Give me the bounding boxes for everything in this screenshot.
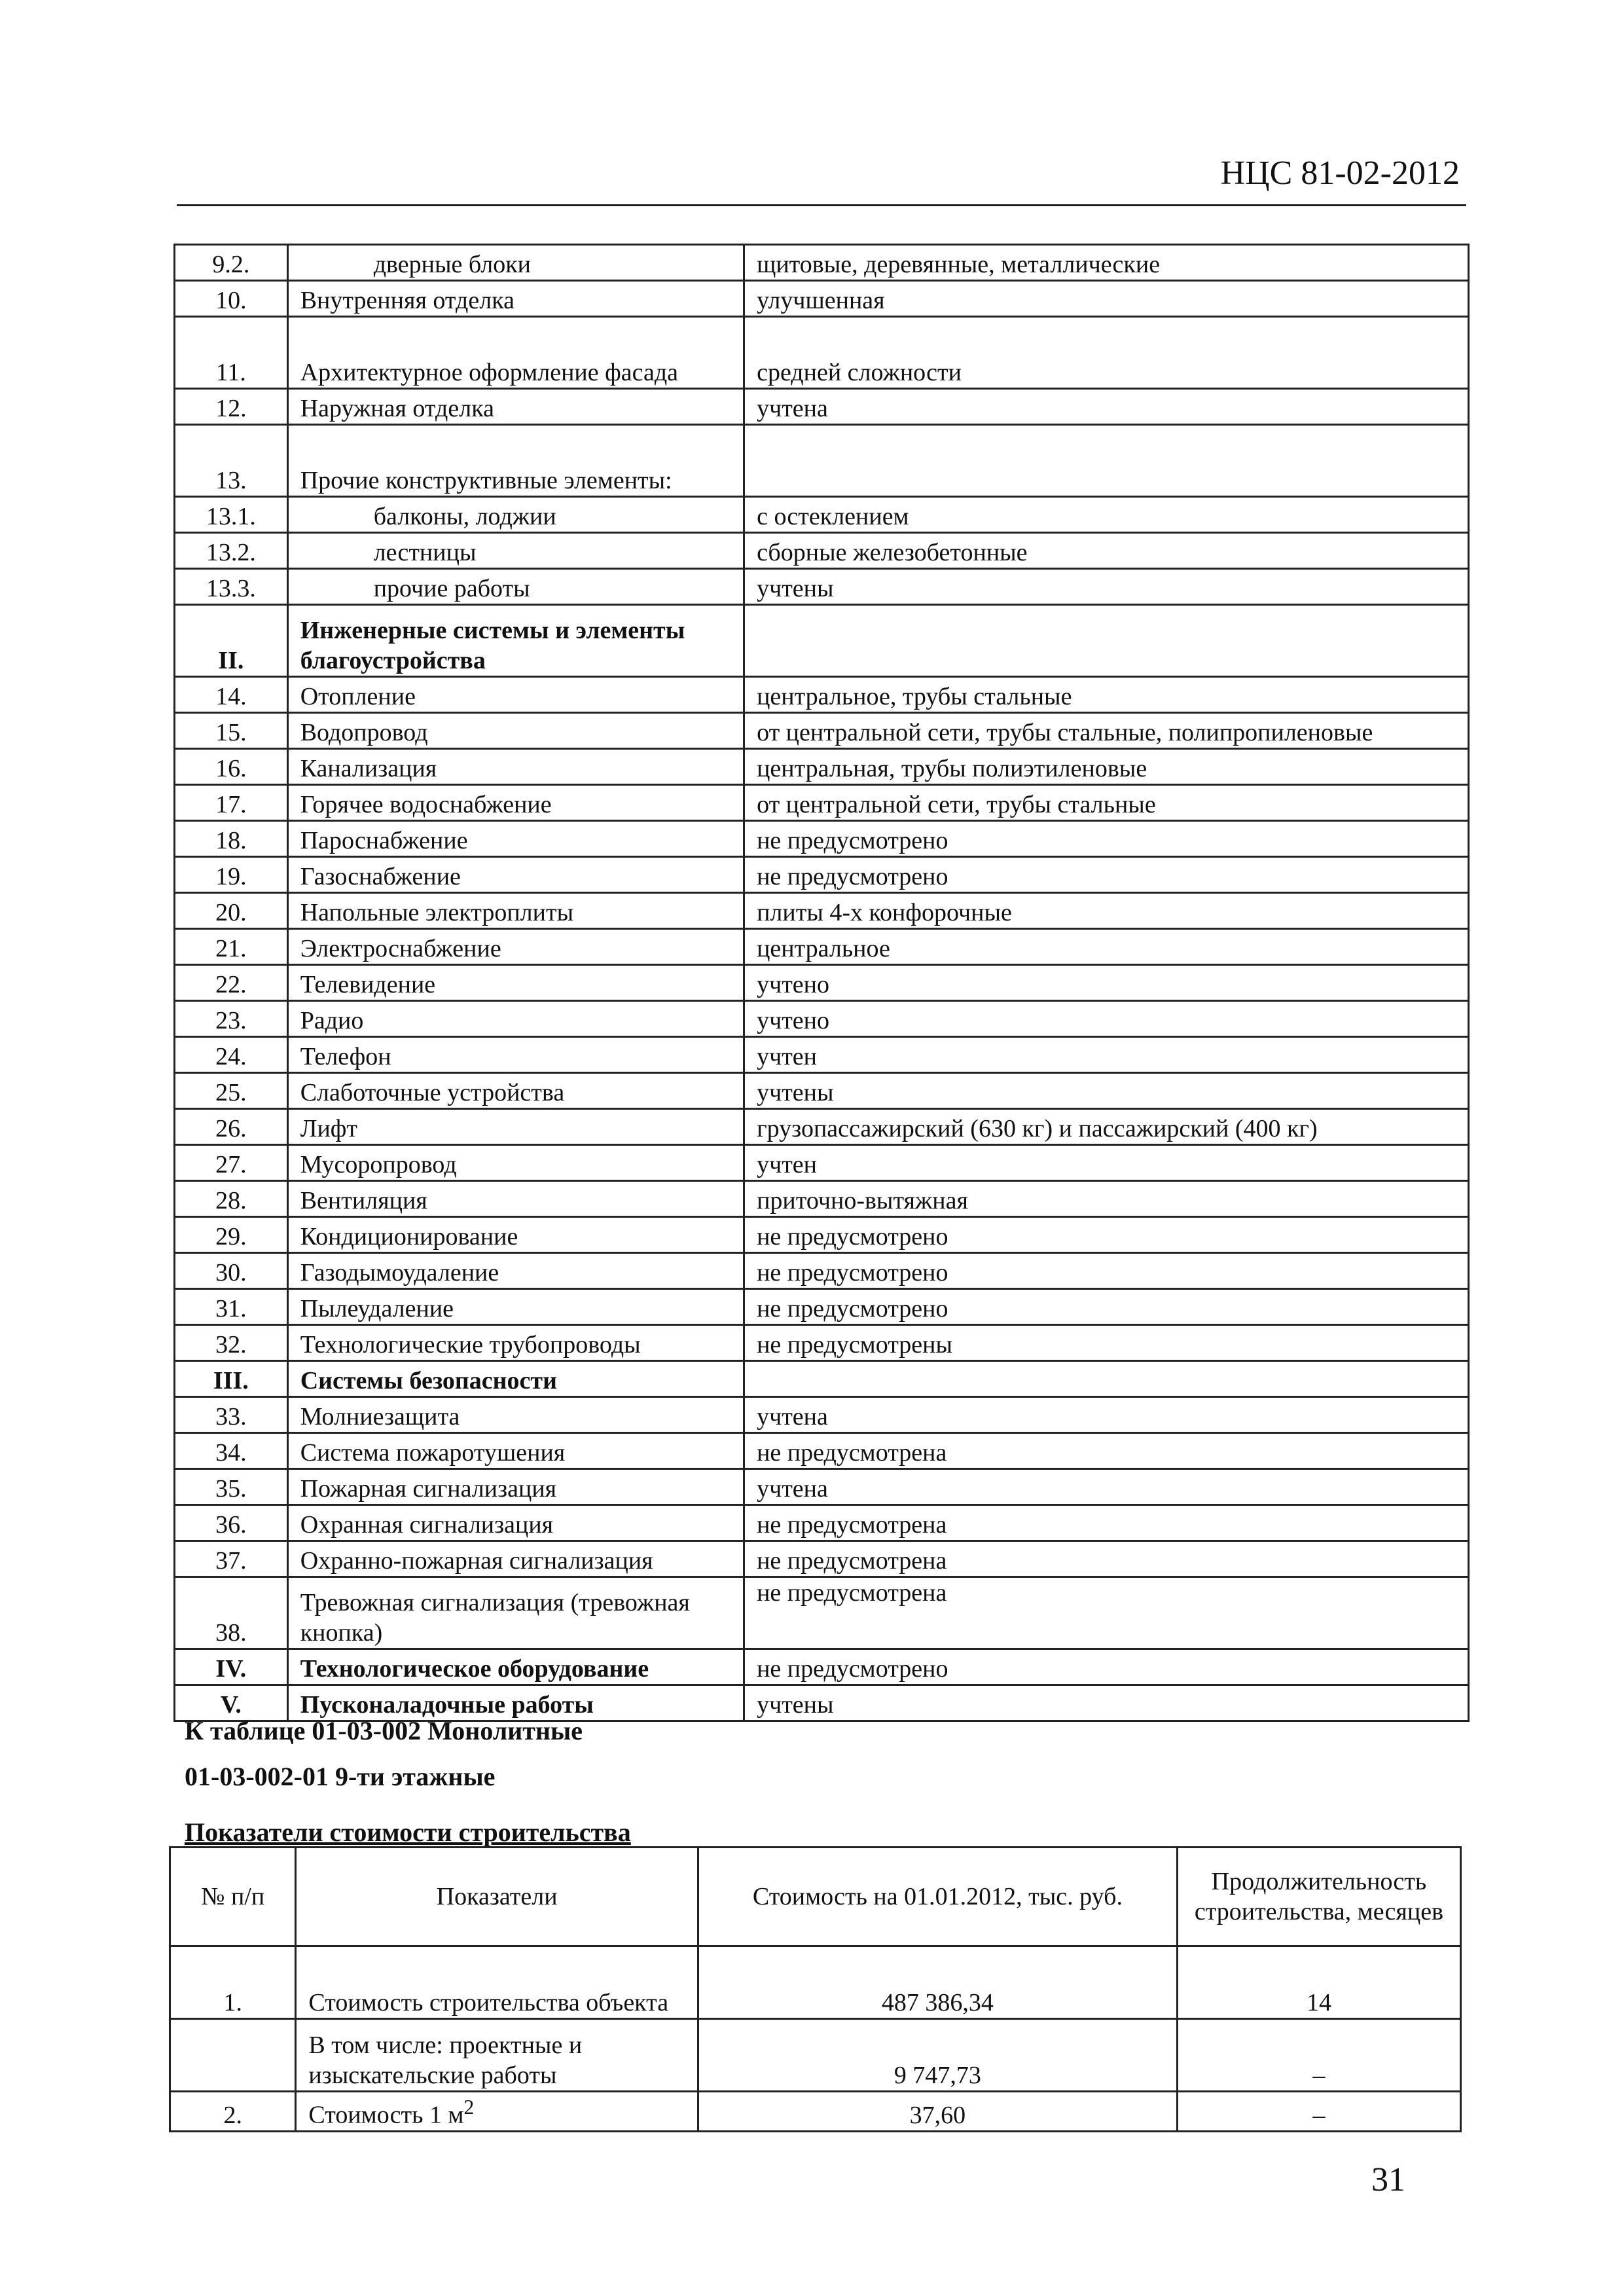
row-characteristic: учтена: [744, 1469, 1469, 1505]
row-characteristic: не предусмотрена: [744, 1577, 1469, 1649]
page-number: 31: [1371, 2161, 1405, 2198]
table-row: [175, 1253, 1469, 1289]
table-row: [175, 1001, 1469, 1037]
table-row: [175, 1469, 1469, 1505]
row-indicator-text: Стоимость 1 м: [308, 2102, 464, 2129]
characteristics-table: [173, 244, 1470, 1722]
table-row: [175, 605, 1469, 677]
row-indicator: В том числе: проектные и изыскательские работы: [296, 2019, 698, 2092]
row-element: Технологические трубопроводы: [287, 1325, 744, 1361]
table-row: [175, 785, 1469, 821]
cost-table-row: [170, 1946, 1461, 2019]
row-number: 32.: [175, 1325, 288, 1361]
table-row: [175, 929, 1469, 965]
row-element: Прочие конструктивные элементы:: [287, 425, 744, 497]
row-number: 17.: [175, 785, 288, 821]
row-number: V.: [175, 1685, 288, 1721]
table-row: [175, 497, 1469, 533]
row-number: 23.: [175, 1001, 288, 1037]
document-code: НЦС 81-02-2012: [1220, 155, 1460, 192]
row-characteristic: учтены: [744, 1685, 1469, 1721]
row-characteristic: приточно-вытяжная: [744, 1181, 1469, 1217]
row-characteristic: учтен: [744, 1037, 1469, 1073]
table-row: [175, 245, 1469, 281]
row-characteristic: [744, 425, 1469, 497]
table-row: [175, 1541, 1469, 1577]
row-number: 13.2.: [175, 533, 288, 569]
row-element: Инженерные системы и элементы благоустройства: [287, 605, 744, 677]
row-number: 10.: [175, 281, 288, 317]
row-number: 13.3.: [175, 569, 288, 605]
table-row: [175, 713, 1469, 749]
table-row: [175, 677, 1469, 713]
row-number: 27.: [175, 1145, 288, 1181]
cost-table-row: [170, 2019, 1461, 2092]
row-element: Внутренняя отделка: [287, 281, 744, 317]
row-number: 25.: [175, 1073, 288, 1109]
header-cost: Стоимость на 01.01.2012, тыс. руб.: [698, 1848, 1177, 1946]
row-characteristic: не предусмотрена: [744, 1505, 1469, 1541]
row-element: Охранно-пожарная сигнализация: [287, 1541, 744, 1577]
row-element: Напольные электроплиты: [287, 893, 744, 929]
row-characteristic: не предусмотрено: [744, 1217, 1469, 1253]
table-row: [175, 1289, 1469, 1325]
table-row: [175, 1217, 1469, 1253]
table-row: [175, 1433, 1469, 1469]
header-duration: Продолжительность строительства, месяцев: [1177, 1848, 1460, 1946]
row-number: 11.: [175, 317, 288, 389]
cost-table-header-row: [170, 1848, 1461, 1946]
row-number: 9.2.: [175, 245, 288, 281]
row-characteristic: не предусмотрена: [744, 1541, 1469, 1577]
row-element: Наружная отделка: [287, 389, 744, 425]
table-row: [175, 893, 1469, 929]
table-row: [175, 1037, 1469, 1073]
row-element: Архитектурное оформление фасада: [287, 317, 744, 389]
table-row: [175, 749, 1469, 785]
row-characteristic: не предусмотрено: [744, 1649, 1469, 1685]
row-characteristic: средней сложности: [744, 317, 1469, 389]
cost-table-row: [170, 2092, 1461, 2132]
row-duration: 14: [1177, 1946, 1460, 2019]
row-element: Тревожная сигнализация (тревожная кнопка): [287, 1577, 744, 1649]
row-number: III.: [175, 1361, 288, 1397]
row-number: 1.: [170, 1946, 296, 2019]
row-characteristic: сборные железобетонные: [744, 533, 1469, 569]
table-row: [175, 1181, 1469, 1217]
row-element: Электроснабжение: [287, 929, 744, 965]
row-characteristic: учтено: [744, 965, 1469, 1001]
row-number: 14.: [175, 677, 288, 713]
row-element: Пароснабжение: [287, 821, 744, 857]
row-characteristic: не предусмотрено: [744, 821, 1469, 857]
row-characteristic: грузопассажирский (630 кг) и пассажирский (400 кг): [744, 1109, 1469, 1145]
table-row: [175, 1109, 1469, 1145]
row-number: 24.: [175, 1037, 288, 1073]
row-characteristic: [744, 1361, 1469, 1397]
row-element: Отопление: [287, 677, 744, 713]
row-number: 34.: [175, 1433, 288, 1469]
row-indicator: Стоимость строительства объекта: [296, 1946, 698, 2019]
row-number: IV.: [175, 1649, 288, 1685]
row-characteristic: учтены: [744, 1073, 1469, 1109]
row-number: 22.: [175, 965, 288, 1001]
row-characteristic: улучшенная: [744, 281, 1469, 317]
row-number: 12.: [175, 389, 288, 425]
row-element: Горячее водоснабжение: [287, 785, 744, 821]
row-element: Канализация: [287, 749, 744, 785]
row-characteristic: учтена: [744, 1397, 1469, 1433]
row-number: 28.: [175, 1181, 288, 1217]
row-number: 20.: [175, 893, 288, 929]
row-characteristic: плиты 4-х конфорочные: [744, 893, 1469, 929]
row-characteristic: с остеклением: [744, 497, 1469, 533]
cost-indicators-table: [169, 1846, 1462, 2132]
row-number: 36.: [175, 1505, 288, 1541]
row-characteristic: не предусмотрено: [744, 1289, 1469, 1325]
row-number: 2.: [170, 2092, 296, 2132]
row-element: Система пожаротушения: [287, 1433, 744, 1469]
row-characteristic: центральное, трубы стальные: [744, 677, 1469, 713]
row-element: Кондиционирование: [287, 1217, 744, 1253]
row-element: лестницы: [287, 533, 744, 569]
row-element: Телевидение: [287, 965, 744, 1001]
row-characteristic: учтен: [744, 1145, 1469, 1181]
row-number: [170, 2019, 296, 2092]
row-characteristic: учтено: [744, 1001, 1469, 1037]
table-row: [175, 821, 1469, 857]
table-row: [175, 317, 1469, 389]
indicators-title: Показатели стоимости строительства: [185, 1817, 631, 1847]
row-cost: 487 386,34: [698, 1946, 1177, 2019]
row-characteristic: щитовые, деревянные, металлические: [744, 245, 1469, 281]
header-number: № п/п: [170, 1848, 296, 1946]
row-characteristic: центральное: [744, 929, 1469, 965]
row-characteristic: учтены: [744, 569, 1469, 605]
header-rule: [177, 204, 1466, 206]
row-number: II.: [175, 605, 288, 677]
table-row: [175, 1361, 1469, 1397]
table-row: [175, 1397, 1469, 1433]
row-element: Вентиляция: [287, 1181, 744, 1217]
row-element: Пусконаладочные работы: [287, 1685, 744, 1721]
row-number: 21.: [175, 929, 288, 965]
table-row: [175, 1145, 1469, 1181]
row-cost: 37,60: [698, 2092, 1177, 2132]
row-number: 33.: [175, 1397, 288, 1433]
row-element: Пожарная сигнализация: [287, 1469, 744, 1505]
row-characteristic: центральная, трубы полиэтиленовые: [744, 749, 1469, 785]
row-characteristic: не предусмотрено: [744, 857, 1469, 893]
subtable-title: 01-03-002-01 9-ти этажные: [185, 1762, 496, 1791]
row-cost: 9 747,73: [698, 2019, 1177, 2092]
row-duration: –: [1177, 2092, 1460, 2132]
superscript-2: 2: [463, 2096, 475, 2119]
row-element: Молниезащита: [287, 1397, 744, 1433]
row-element: Газодымоудаление: [287, 1253, 744, 1289]
row-number: 35.: [175, 1469, 288, 1505]
table-row: [175, 533, 1469, 569]
row-element: дверные блоки: [287, 245, 744, 281]
table-row: [175, 1073, 1469, 1109]
row-characteristic: [744, 605, 1469, 677]
row-element: Пылеудаление: [287, 1289, 744, 1325]
row-number: 13.: [175, 425, 288, 497]
table-row: [175, 281, 1469, 317]
row-element: Охранная сигнализация: [287, 1505, 744, 1541]
table-row: [175, 965, 1469, 1001]
row-number: 29.: [175, 1217, 288, 1253]
row-number: 13.1.: [175, 497, 288, 533]
row-number: 37.: [175, 1541, 288, 1577]
row-characteristic: не предусмотрена: [744, 1433, 1469, 1469]
table-reference: К таблице 01-03-002 Монолитные: [185, 1716, 583, 1745]
row-element: Телефон: [287, 1037, 744, 1073]
row-element: Лифт: [287, 1109, 744, 1145]
row-number: 38.: [175, 1577, 288, 1649]
row-duration: –: [1177, 2019, 1460, 2092]
row-number: 19.: [175, 857, 288, 893]
table-row: [175, 389, 1469, 425]
table-row: [175, 1577, 1469, 1649]
row-characteristic: от центральной сети, трубы стальные, полипропиленовые: [744, 713, 1469, 749]
row-element: Газоснабжение: [287, 857, 744, 893]
row-element: Радио: [287, 1001, 744, 1037]
row-element: прочие работы: [287, 569, 744, 605]
row-element: Слаботочные устройства: [287, 1073, 744, 1109]
table-row: [175, 569, 1469, 605]
row-number: 30.: [175, 1253, 288, 1289]
row-number: 15.: [175, 713, 288, 749]
row-number: 18.: [175, 821, 288, 857]
row-element: Системы безопасности: [287, 1361, 744, 1397]
row-number: 16.: [175, 749, 288, 785]
row-number: 31.: [175, 1289, 288, 1325]
header-indicators: Показатели: [296, 1848, 698, 1946]
row-characteristic: от центральной сети, трубы стальные: [744, 785, 1469, 821]
row-characteristic: учтена: [744, 389, 1469, 425]
table-row: [175, 857, 1469, 893]
table-row: [175, 1649, 1469, 1685]
table-row: [175, 425, 1469, 497]
row-element: Водопровод: [287, 713, 744, 749]
row-characteristic: не предусмотрено: [744, 1253, 1469, 1289]
table-row: [175, 1325, 1469, 1361]
row-element: балконы, лоджии: [287, 497, 744, 533]
row-indicator: [296, 2092, 698, 2132]
row-characteristic: не предусмотрены: [744, 1325, 1469, 1361]
row-number: 26.: [175, 1109, 288, 1145]
row-element: Мусоропровод: [287, 1145, 744, 1181]
row-element: Технологическое оборудование: [287, 1649, 744, 1685]
table-row: [175, 1505, 1469, 1541]
